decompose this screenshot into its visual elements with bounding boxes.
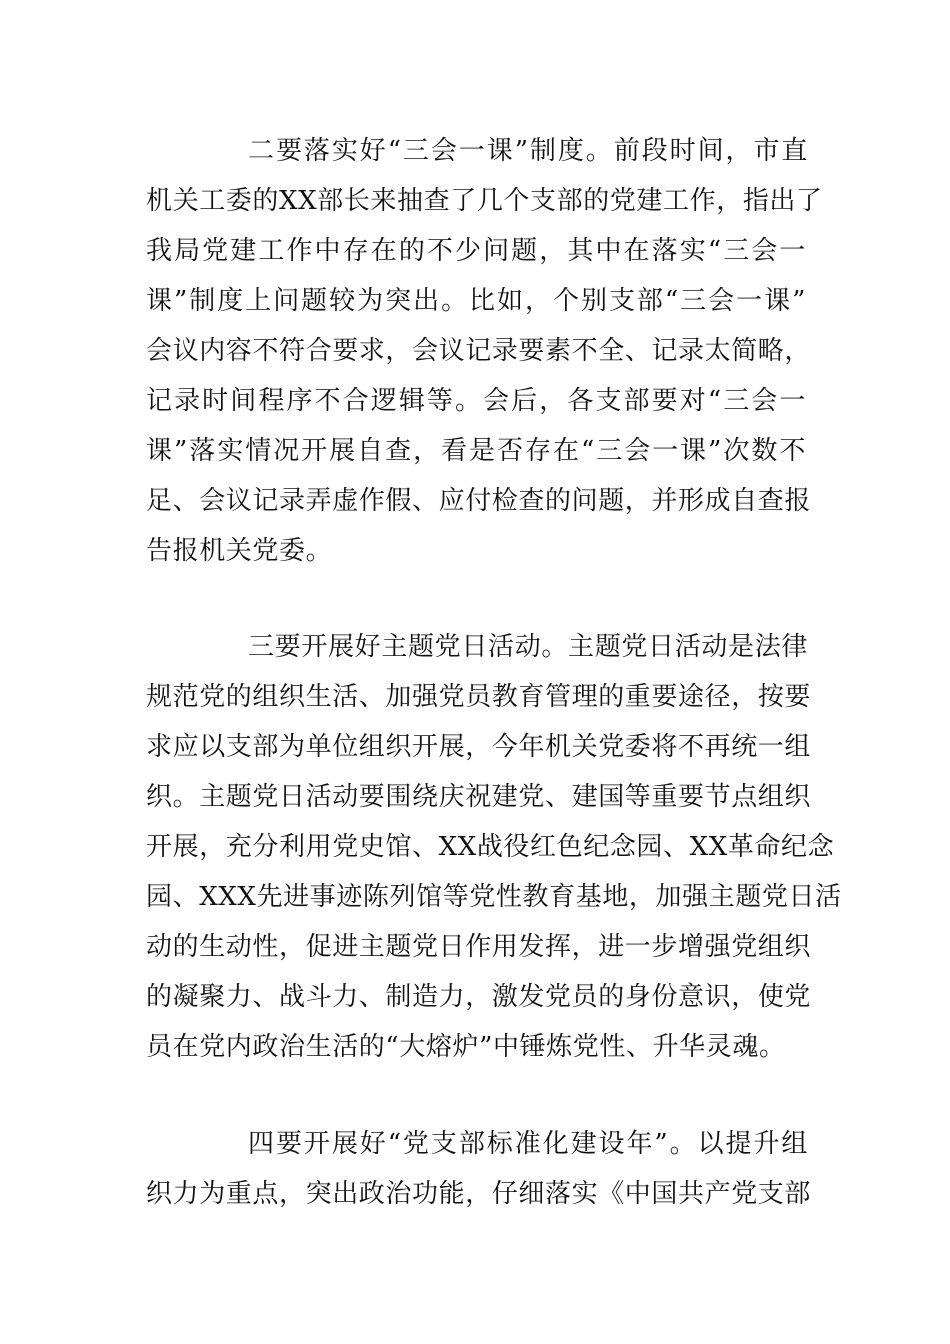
text-line: 足、会议记录弄虚作假、应付检查的问题，并形成自查报 bbox=[146, 486, 812, 516]
text-line: 动的生动性，促进主题党日作用发挥，进一步增强党组织 bbox=[146, 932, 812, 962]
text-line: 园、XXX先进事迹陈列馆等党性教育基地，加强主题党日活 bbox=[146, 882, 842, 912]
text-line: 织。主题党日活动要围绕庆祝建党、建国等重要节点组织 bbox=[146, 782, 812, 812]
text-line: 课”制度上问题较为突出。比如，个别支部“三会一课” bbox=[146, 286, 806, 316]
text-line: 会议内容不符合要求，会议记录要素不全、记录太简略， bbox=[146, 336, 812, 366]
text-line: 求应以支部为单位组织开展，今年机关党委将不再统一组 bbox=[146, 732, 812, 762]
text-line: 记录时间程序不合逻辑等。会后，各支部要对“三会一 bbox=[146, 386, 806, 416]
text-line: 课”落实情况开展自查，看是否存在“三会一课”次数不 bbox=[146, 436, 806, 466]
text-line: 告报机关党委。 bbox=[146, 536, 333, 566]
text-line: 四要开展好“党支部标准化建设年”。以提升组 bbox=[248, 1129, 808, 1159]
text-line: 开展，充分利用党史馆、XX战役红色纪念园、XX革命纪念 bbox=[146, 832, 835, 862]
text-line: 机关工委的XX部长来抽查了几个支部的党建工作，指出了 bbox=[146, 186, 823, 216]
text-line: 我局党建工作中存在的不少问题，其中在落实“三会一 bbox=[146, 236, 806, 266]
text-line: 织力为重点，突出政治功能，仔细落实《中国共产党支部 bbox=[146, 1179, 812, 1209]
text-line: 三要开展好主题党日活动。主题党日活动是法律 bbox=[248, 632, 808, 662]
text-line: 的凝聚力、战斗力、制造力，激发党员的身份意识，使党 bbox=[146, 982, 812, 1012]
text-line: 员在党内政治生活的“大熔炉”中锤炼党性、升华灵魂。 bbox=[146, 1032, 786, 1062]
text-line: 二要落实好“三会一课”制度。前段时间，市直 bbox=[248, 136, 808, 166]
text-line: 规范党的组织生活、加强党员教育管理的重要途径，按要 bbox=[146, 682, 812, 712]
